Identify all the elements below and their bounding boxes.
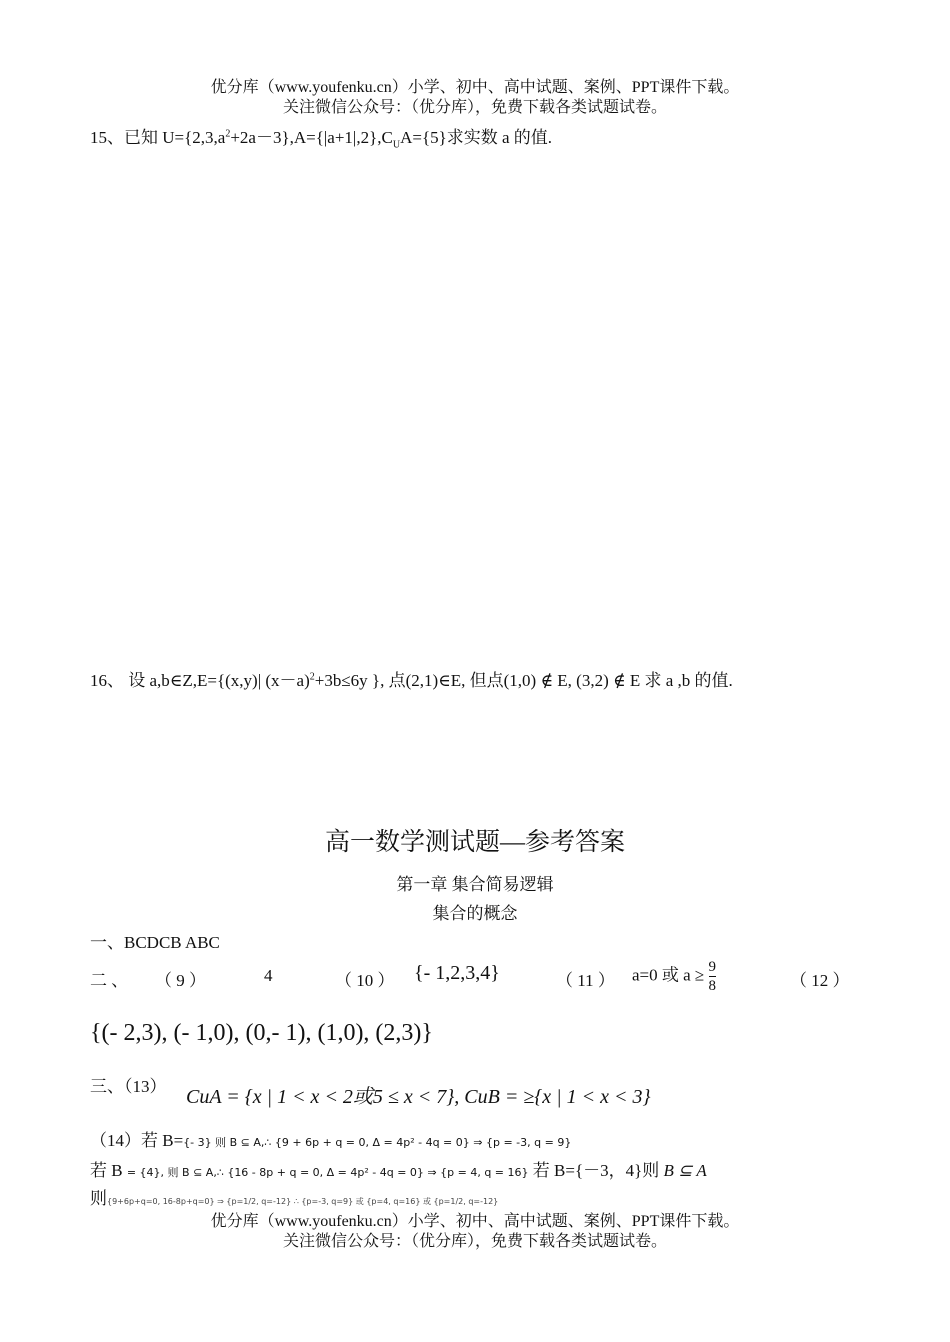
q16-text-suffix: +3b≤6y }, 点(2,1)∈E, 但点(1,0) ∉ E, (3,2) ∉ E 求 a ,b 的值. (314, 671, 733, 690)
q15-text-suffix: A={5}求实数 a 的值. (400, 128, 553, 147)
q15-subscript: U (392, 139, 401, 151)
answer-14-line2-math: = {4}, 则 B ⊆ A,∴ {16 - 8p + q = 0, Δ = 4p² - 4q = 0} ⇒ {p = 4, q = 16} (126, 1166, 529, 1179)
answer-14-line1-math: {- 3} 则 B ⊆ A,∴ {9 + 6p + q = 0, Δ = 4p² - 4q = 0} ⇒ {p = -3, q = 9} (183, 1136, 572, 1149)
answer-14-line2-suffix: 若 B={－3，4}则 (532, 1161, 660, 1180)
answer-14-line1 (90, 1126, 571, 1151)
answer-13-value: CuA = {x | 1 < x < 2或5 ≤ x < 7}, CuB = ≥{x | 1 < x < 3} (186, 1086, 651, 1108)
answer-14-label: （14）若 B= (90, 1131, 184, 1150)
q16-superscript: 2 (309, 671, 315, 683)
answer-9-label: （ 9 ） (155, 971, 206, 990)
answer-14-line3-math: {9+6p+q=0, 16-8p+q=0} ⇒ {p=1/2, q=-12} ∴ {p=-3, q=9} 或 {p=4, q=16} 或 {p=1/2, q=-12} (107, 1197, 499, 1206)
question-16 (90, 666, 733, 691)
fraction-numerator: 9 (708, 959, 717, 975)
answer-10-label: （ 10 ） (335, 971, 395, 990)
answer-part2-label: 二 、 (90, 971, 129, 990)
q15-text-mid: +2a－3},A={|a+1|,2},C (230, 128, 393, 147)
answer-part3-label: 三、（13） (90, 1077, 167, 1096)
q15-superscript: 2 (225, 128, 231, 140)
q15-text-prefix: 15、已知 U={2,3,a (90, 128, 226, 147)
chapter-heading: 第一章 集合简易逻辑 (396, 875, 554, 894)
answer-14-line3-prefix: 则 (90, 1189, 107, 1208)
answer-11-fraction (709, 958, 717, 995)
answer-12-value: {(- 2,3), (- 1,0), (0,- 1), (1,0), (2,3)} (90, 1020, 433, 1046)
answer-10-value: {- 1,2,3,4} (414, 962, 500, 984)
answers-title: 高一数学测试题—参考答案 (324, 829, 625, 856)
answer-12-label: （ 12 ） (790, 971, 850, 990)
site-header-line2: 关注微信公众号：（优分库），免费下载各类试题试卷。 (282, 99, 667, 116)
q16-text-prefix: 16、 设 a,b∈Z,E={(x,y)| (x－a) (90, 671, 310, 690)
section-heading: 集合的概念 (432, 904, 518, 923)
question-15 (90, 123, 552, 150)
answer-14-line2-relation: B ⊆ A (663, 1161, 707, 1180)
answer-11-label: （ 11 ） (556, 971, 615, 990)
answer-14-line2-prefix: 若 B (90, 1161, 123, 1180)
answer-part1: 一、BCDCB ABC (90, 933, 220, 952)
site-footer-line2: 关注微信公众号：（优分库），免费下载各类试题试卷。 (282, 1233, 667, 1250)
answer-14-line3 (90, 1184, 498, 1209)
site-footer-line1: 优分库（www.youfenku.cn）小学、初中、高中试题、案例、PPT课件下载。 (210, 1213, 740, 1230)
fraction-denominator: 8 (708, 978, 717, 994)
answer-14-line2 (90, 1156, 707, 1181)
answer-11-text: a=0 或 a ≥ (632, 965, 705, 985)
answer-11 (632, 958, 716, 995)
answer-9-value: 4 (264, 966, 273, 985)
site-header-line1: 优分库（www.youfenku.cn）小学、初中、高中试题、案例、PPT课件下载。 (210, 79, 740, 96)
